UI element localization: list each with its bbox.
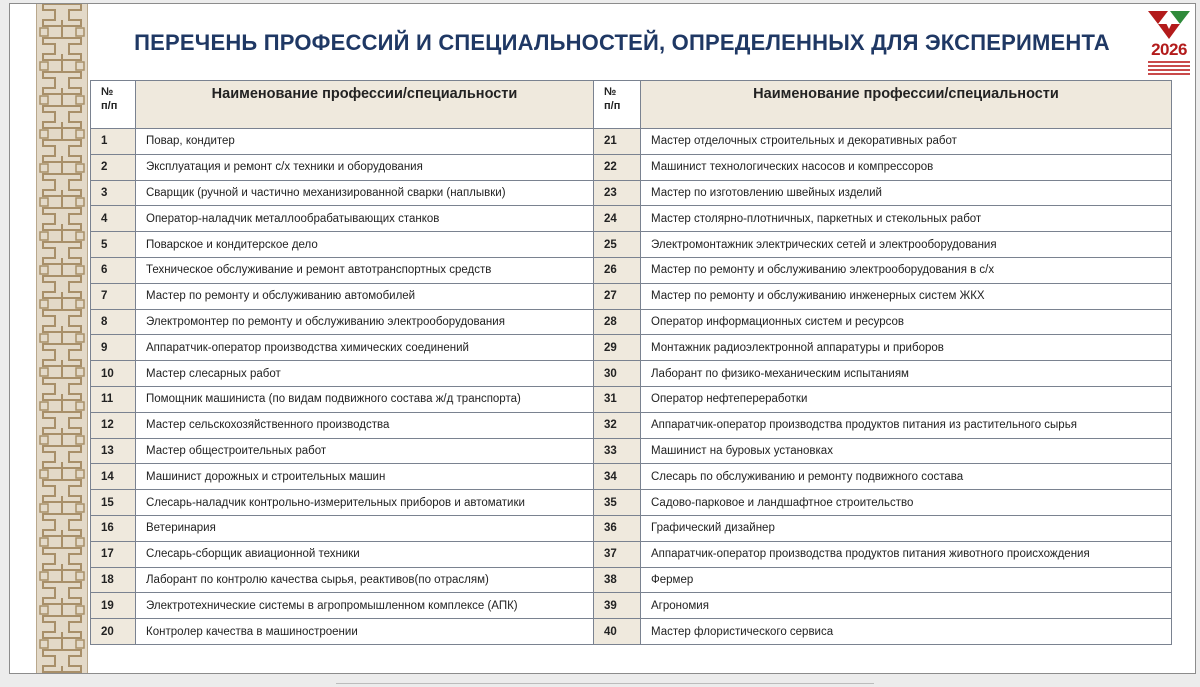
row-number: 30 <box>594 361 641 387</box>
row-number: 24 <box>594 206 641 232</box>
profession-name: Слесарь по обслуживанию и ремонту подвижного состава <box>641 464 1172 490</box>
table-row <box>91 257 1172 283</box>
table-row <box>91 412 1172 438</box>
header-number <box>91 81 136 129</box>
header-number-symbol: № <box>604 86 617 98</box>
row-number: 3 <box>91 180 136 206</box>
profession-name: Оператор нефтепереработки <box>641 386 1172 412</box>
row-number: 38 <box>594 567 641 593</box>
slide <box>9 3 1196 674</box>
row-number: 20 <box>91 619 136 645</box>
header-name: Наименование профессии/специальности <box>136 81 594 129</box>
profession-name: Электротехнические системы в агропромышленном комплексе (АПК) <box>136 593 594 619</box>
row-number: 27 <box>594 283 641 309</box>
row-number: 18 <box>91 567 136 593</box>
row-number: 40 <box>594 619 641 645</box>
table-row <box>91 232 1172 258</box>
table-row <box>91 464 1172 490</box>
row-number: 21 <box>594 129 641 155</box>
table-row <box>91 490 1172 516</box>
header-number <box>594 81 641 129</box>
profession-name: Мастер по ремонту и обслуживанию электрооборудования в с/х <box>641 257 1172 283</box>
header-name: Наименование профессии/специальности <box>641 81 1172 129</box>
row-number: 19 <box>91 593 136 619</box>
row-number: 11 <box>91 386 136 412</box>
profession-name: Ветеринария <box>136 515 594 541</box>
profession-name: Электромонтер по ремонту и обслуживанию электрооборудования <box>136 309 594 335</box>
table-row <box>91 180 1172 206</box>
profession-name: Контролер качества в машиностроении <box>136 619 594 645</box>
table-row <box>91 386 1172 412</box>
row-number: 15 <box>91 490 136 516</box>
profession-name: Фермер <box>641 567 1172 593</box>
row-number: 16 <box>91 515 136 541</box>
profession-name: Графический дизайнер <box>641 515 1172 541</box>
profession-name: Поварское и кондитерское дело <box>136 232 594 258</box>
header-number-symbol: № <box>101 86 114 98</box>
profession-name: Машинист технологических насосов и компрессоров <box>641 154 1172 180</box>
table-row <box>91 541 1172 567</box>
row-number: 12 <box>91 412 136 438</box>
ornament-border <box>36 4 88 673</box>
profession-name: Агрономия <box>641 593 1172 619</box>
row-number: 17 <box>91 541 136 567</box>
profession-name: Мастер по ремонту и обслуживанию инженерных систем ЖКХ <box>641 283 1172 309</box>
profession-name: Монтажник радиоэлектронной аппаратуры и приборов <box>641 335 1172 361</box>
profession-name: Мастер общестроительных работ <box>136 438 594 464</box>
profession-name: Аппаратчик-оператор производства продуктов питания из растительного сырья <box>641 412 1172 438</box>
profession-name: Слесарь-сборщик авиационной техники <box>136 541 594 567</box>
profession-name: Мастер отделочных строительных и декоративных работ <box>641 129 1172 155</box>
profession-name: Аппаратчик-оператор производства продуктов питания животного происхождения <box>641 541 1172 567</box>
profession-name: Мастер сельскохозяйственного производства <box>136 412 594 438</box>
year-logo <box>1144 8 1194 78</box>
table-header-row <box>91 81 1172 129</box>
table-row <box>91 593 1172 619</box>
profession-name: Лаборант по контролю качества сырья, реактивов(по отраслям) <box>136 567 594 593</box>
row-number: 10 <box>91 361 136 387</box>
row-number: 6 <box>91 257 136 283</box>
row-number: 25 <box>594 232 641 258</box>
header-number-abbr: п/п <box>604 100 621 112</box>
profession-name: Машинист на буровых установках <box>641 438 1172 464</box>
row-number: 28 <box>594 309 641 335</box>
row-number: 31 <box>594 386 641 412</box>
table-row <box>91 438 1172 464</box>
row-number: 37 <box>594 541 641 567</box>
row-number: 8 <box>91 309 136 335</box>
row-number: 23 <box>594 180 641 206</box>
row-number: 5 <box>91 232 136 258</box>
page-title: ПЕРЕЧЕНЬ ПРОФЕССИЙ И СПЕЦИАЛЬНОСТЕЙ, ОПРЕДЕЛЕННЫХ ДЛЯ ЭКСПЕРИМЕНТА <box>134 30 1110 55</box>
row-number: 36 <box>594 515 641 541</box>
profession-name: Повар, кондитер <box>136 129 594 155</box>
professions-table <box>90 80 1172 645</box>
table-row <box>91 335 1172 361</box>
row-number: 7 <box>91 283 136 309</box>
row-number: 39 <box>594 593 641 619</box>
profession-name: Электромонтажник электрических сетей и электрооборудования <box>641 232 1172 258</box>
table-row <box>91 154 1172 180</box>
table-row <box>91 361 1172 387</box>
row-number: 1 <box>91 129 136 155</box>
row-number: 29 <box>594 335 641 361</box>
row-number: 14 <box>91 464 136 490</box>
profession-name: Оператор информационных систем и ресурсов <box>641 309 1172 335</box>
ornament-pattern <box>37 4 87 673</box>
profession-name: Садово-парковое и ландшафтное строительство <box>641 490 1172 516</box>
profession-name: Помощник машиниста (по видам подвижного состава ж/д транспорта) <box>136 386 594 412</box>
table-row <box>91 309 1172 335</box>
row-number: 22 <box>594 154 641 180</box>
profession-name: Сварщик (ручной и частично механизированной сварки (наплывки) <box>136 180 594 206</box>
logo-caption-lines <box>1148 61 1190 77</box>
profession-name: Аппаратчик-оператор производства химических соединений <box>136 335 594 361</box>
table-row <box>91 206 1172 232</box>
profession-name: Машинист дорожных и строительных машин <box>136 464 594 490</box>
profession-name: Техническое обслуживание и ремонт автотранспортных средств <box>136 257 594 283</box>
bottom-divider <box>336 683 874 684</box>
table-row <box>91 515 1172 541</box>
profession-name: Мастер слесарных работ <box>136 361 594 387</box>
row-number: 33 <box>594 438 641 464</box>
table-row <box>91 129 1172 155</box>
table-row <box>91 283 1172 309</box>
profession-name: Эксплуатация и ремонт с/х техники и оборудования <box>136 154 594 180</box>
profession-name: Мастер флористического сервиса <box>641 619 1172 645</box>
table-row <box>91 567 1172 593</box>
table-row <box>91 619 1172 645</box>
row-number: 4 <box>91 206 136 232</box>
row-number: 13 <box>91 438 136 464</box>
row-number: 34 <box>594 464 641 490</box>
profession-name: Мастер по ремонту и обслуживанию автомобилей <box>136 283 594 309</box>
profession-name: Слесарь-наладчик контрольно-измерительных приборов и автоматики <box>136 490 594 516</box>
header-number-abbr: п/п <box>101 100 118 112</box>
row-number: 35 <box>594 490 641 516</box>
row-number: 9 <box>91 335 136 361</box>
logo-year: 2026 <box>1151 40 1187 59</box>
logo-emblem-icon <box>1144 8 1194 42</box>
row-number: 32 <box>594 412 641 438</box>
profession-name: Мастер по изготовлению швейных изделий <box>641 180 1172 206</box>
profession-name: Мастер столярно-плотничных, паркетных и стекольных работ <box>641 206 1172 232</box>
row-number: 2 <box>91 154 136 180</box>
profession-name: Оператор-наладчик металлообрабатывающих станков <box>136 206 594 232</box>
profession-name: Лаборант по физико-механическим испытаниям <box>641 361 1172 387</box>
row-number: 26 <box>594 257 641 283</box>
